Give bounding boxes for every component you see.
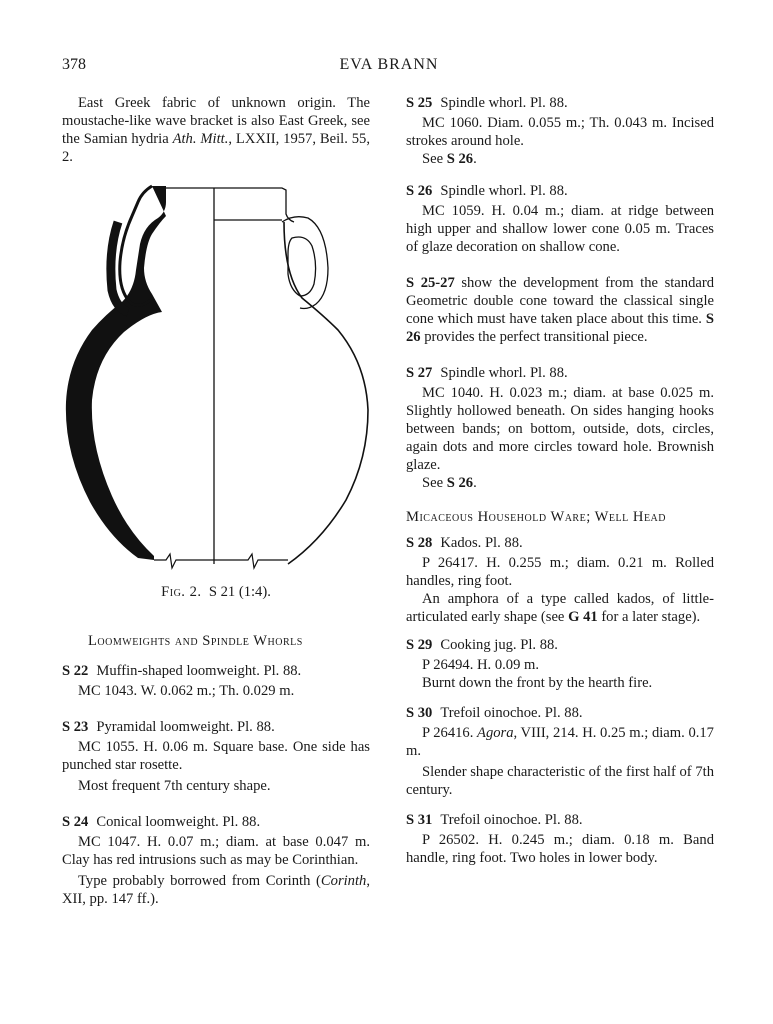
intro-text-end: , LXXII, 1957, Beil. 55, 2.	[62, 131, 370, 165]
intro-journal: Ath. Mitt.	[172, 131, 229, 147]
figure-caption	[62, 584, 370, 601]
entry-id: S 26	[406, 183, 433, 199]
right-catalogue	[406, 94, 714, 867]
entry-note: Type probably borrowed from Corinth (Corinth, XII, pp. 147 ff.).	[62, 873, 370, 907]
entry-see-also: See S 26.	[422, 475, 477, 491]
entry-s29	[406, 636, 714, 692]
entry-id: S 29	[406, 637, 433, 653]
entry-description: MC 1060. Diam. 0.055 m.; Th. 0.043 m. Incised strokes around hole.	[406, 115, 714, 149]
left-catalogue	[62, 632, 370, 908]
entry-s27	[406, 364, 714, 492]
intro-text: East Greek fabric of unknown origin. The moustache-like wave bracket is also East Greek, see the Samian hydria	[62, 95, 370, 147]
intro-paragraph	[62, 94, 370, 166]
discussion-paragraph: S 25-27 show the development from the standard Geometric double cone toward the classical single cone which must have taken place about this time. S 26 provides the perfect transitional piece.	[406, 275, 715, 345]
entry-description: MC 1043. W. 0.062 m.; Th. 0.029 m.	[78, 683, 295, 699]
entry-s22	[62, 662, 370, 700]
entry-see-also: See S 26.	[422, 151, 477, 167]
entry-title: Spindle whorl. Pl. 88.	[440, 95, 568, 111]
entry-s31	[406, 811, 714, 867]
caption-label: Fig. 2.	[161, 584, 202, 600]
amphora-right-body	[284, 222, 368, 564]
entry-id: S 24	[62, 814, 89, 830]
entry-title: Cooking jug. Pl. 88.	[440, 637, 558, 653]
entry-id: S 23	[62, 719, 89, 735]
entry-s23	[62, 718, 370, 795]
entry-title: Spindle whorl. Pl. 88.	[440, 365, 568, 381]
entry-s28	[406, 534, 714, 626]
entry-s30	[406, 704, 714, 799]
entry-note: Burnt down the front by the hearth fire.	[422, 675, 653, 691]
entry-s24	[62, 813, 370, 908]
entry-description: P 26416. Agora, VIII, 214. H. 0.25 m.; diam. 0.17 m.	[406, 725, 714, 759]
page-number: 378	[62, 56, 86, 73]
running-title: EVA BRANN	[339, 56, 439, 73]
entry-title: Trefoil oinochoe. Pl. 88.	[440, 705, 583, 721]
entry-note: Slender shape characteristic of the first half of 7th century.	[406, 764, 714, 798]
entry-description: MC 1047. H. 0.07 m.; diam. at base 0.047 m. Clay has red intrusions such as may be Corinthian.	[62, 834, 370, 868]
entry-title: Muffin-shaped loomweight. Pl. 88.	[96, 663, 302, 679]
entry-s26	[406, 182, 714, 256]
entry-title: Conical loomweight. Pl. 88.	[96, 814, 261, 830]
entry-description: MC 1055. H. 0.06 m. Square base. One side has punched star rosette.	[62, 739, 370, 773]
section-heading-micaceous: Micaceous Household Ware; Well Head	[406, 509, 666, 525]
entry-note: Most frequent 7th century shape.	[78, 778, 271, 794]
entry-id: S 25	[406, 95, 433, 111]
entry-title: Pyramidal loomweight. Pl. 88.	[96, 719, 275, 735]
entry-id: S 27	[406, 365, 433, 381]
entry-title: Kados. Pl. 88.	[440, 535, 523, 551]
page-header	[62, 56, 716, 80]
entry-id: S 22	[62, 663, 89, 679]
entry-description: P 26494. H. 0.09 m.	[422, 657, 540, 673]
entry-title: Spindle whorl. Pl. 88.	[440, 183, 568, 199]
amphora-figure	[62, 182, 372, 574]
section-heading-loomweights: Loomweights and Spindle Whorls	[88, 633, 303, 649]
entry-description: P 26502. H. 0.245 m.; diam. 0.18 m. Band handle, ring foot. Two holes in lower body.	[406, 832, 714, 866]
entry-id: S 30	[406, 705, 433, 721]
entry-id: S 28	[406, 535, 433, 551]
entry-description: MC 1040. H. 0.023 m.; diam. at base 0.025 m. Slightly hollowed beneath. On sides hanging hooks between bands; on bottom, outside, dots, circles, again dots and more circles toward hole. Brownish glaze.	[406, 385, 714, 473]
entry-description: P 26417. H. 0.255 m.; diam. 0.21 m. Rolled handles, ring foot.	[406, 555, 714, 589]
entry-description: MC 1059. H. 0.04 m.; diam. at ridge between high upper and shallow lower cone 0.05 m. Traces of glaze decoration on shallow cone.	[406, 203, 714, 255]
entry-note: An amphora of a type called kados, of little-articulated early shape (see G 41 for a later stage).	[406, 591, 714, 625]
entry-title: Trefoil oinochoe. Pl. 88.	[440, 812, 583, 828]
entry-s25	[406, 94, 714, 168]
entry-id: S 31	[406, 812, 433, 828]
caption-text: S 21 (1:4).	[208, 584, 271, 600]
